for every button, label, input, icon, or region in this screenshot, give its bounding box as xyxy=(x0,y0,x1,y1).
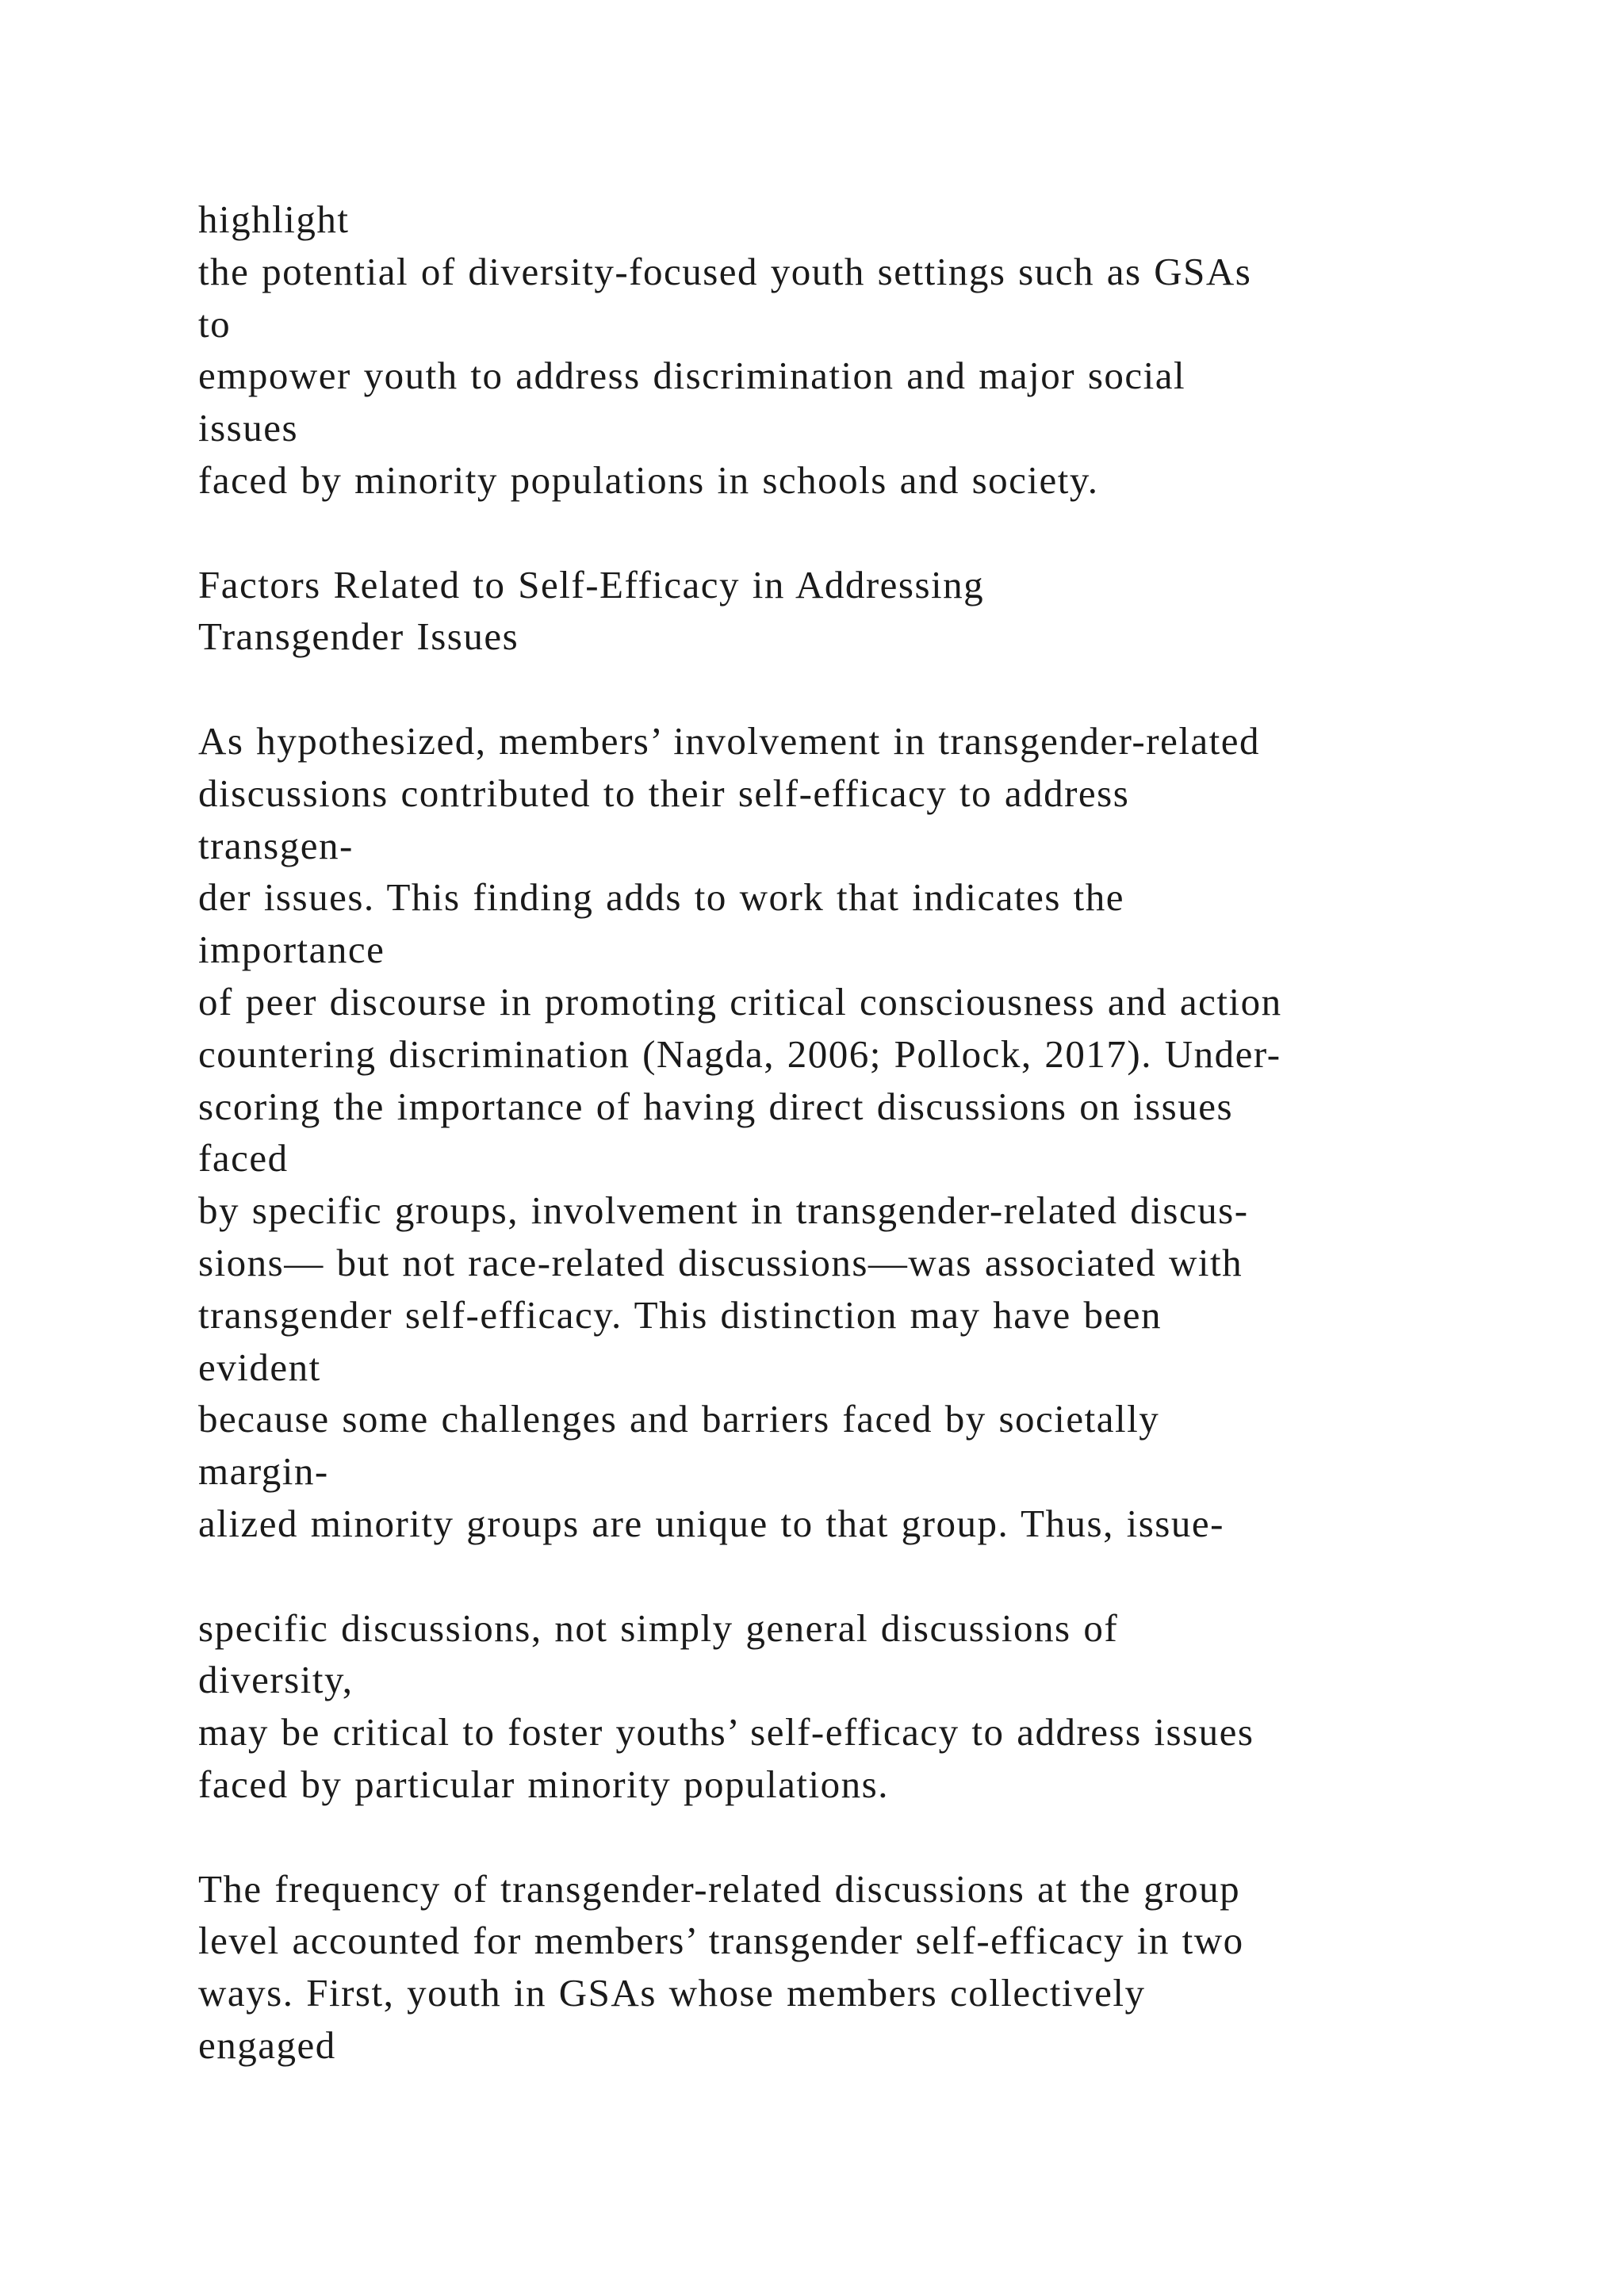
text-line: scoring the importance of having direct discussions on issues xyxy=(198,1084,1234,1128)
text-line: by specific groups, involvement in transgender-related discus- xyxy=(198,1188,1249,1233)
body-text xyxy=(198,193,1546,2072)
text-line: As hypothesized, members’ involvement in transgender-related xyxy=(198,718,1261,763)
text-line: may be critical to foster youths’ self-efficacy to address issues xyxy=(198,1710,1254,1755)
text-line: specific discussions, not simply general discussions of xyxy=(198,1605,1119,1650)
text-line: because some challenges and barriers faced by societally xyxy=(198,1397,1160,1441)
text-line: countering discrimination (Nagda, 2006; Pollock, 2017). Under- xyxy=(198,1031,1281,1076)
text-line: ways. First, youth in GSAs whose members collectively xyxy=(198,1971,1146,2015)
text-line: transgender self-efficacy. This distinction may have been xyxy=(198,1292,1162,1337)
text-line: faced by particular minority populations. xyxy=(198,1762,889,1806)
text-line: importance xyxy=(198,928,385,972)
text-line: margin- xyxy=(198,1449,329,1494)
text-line: alized minority groups are unique to that group. Thus, issue- xyxy=(198,1501,1224,1545)
blank-line xyxy=(198,1550,1546,1602)
text-line: evident xyxy=(198,1345,321,1389)
text-line: of peer discourse in promoting critical consciousness and action xyxy=(198,979,1282,1024)
text-line: der issues. This finding adds to work that indicates the xyxy=(198,875,1125,920)
text-line: discussions contributed to their self-efficacy to address xyxy=(198,771,1130,815)
text-line: engaged xyxy=(198,2022,336,2067)
text-line: faced by minority populations in schools and society. xyxy=(198,457,1099,502)
blank-line xyxy=(198,1811,1546,1863)
text-line: highlight xyxy=(198,197,350,241)
section-heading-line: Transgender Issues xyxy=(198,614,519,659)
text-line: empower youth to address discrimination and major social xyxy=(198,354,1186,398)
text-line: issues xyxy=(198,406,299,450)
text-line: faced xyxy=(198,1136,289,1181)
text-line: transgen- xyxy=(198,823,354,867)
text-line: to xyxy=(198,301,232,346)
text-line: diversity, xyxy=(198,1658,354,1702)
text-line: The frequency of transgender-related discussions at the group xyxy=(198,1866,1241,1911)
text-line: the potential of diversity-focused youth settings such as GSAs xyxy=(198,249,1252,293)
text-line: sions— but not race-related discussions—was associated with xyxy=(198,1240,1243,1284)
blank-line xyxy=(198,663,1546,715)
blank-line xyxy=(198,507,1546,559)
section-heading-line: Factors Related to Self-Efficacy in Addressing xyxy=(198,562,985,607)
text-line: level accounted for members’ transgender self-efficacy in two xyxy=(198,1919,1244,1963)
